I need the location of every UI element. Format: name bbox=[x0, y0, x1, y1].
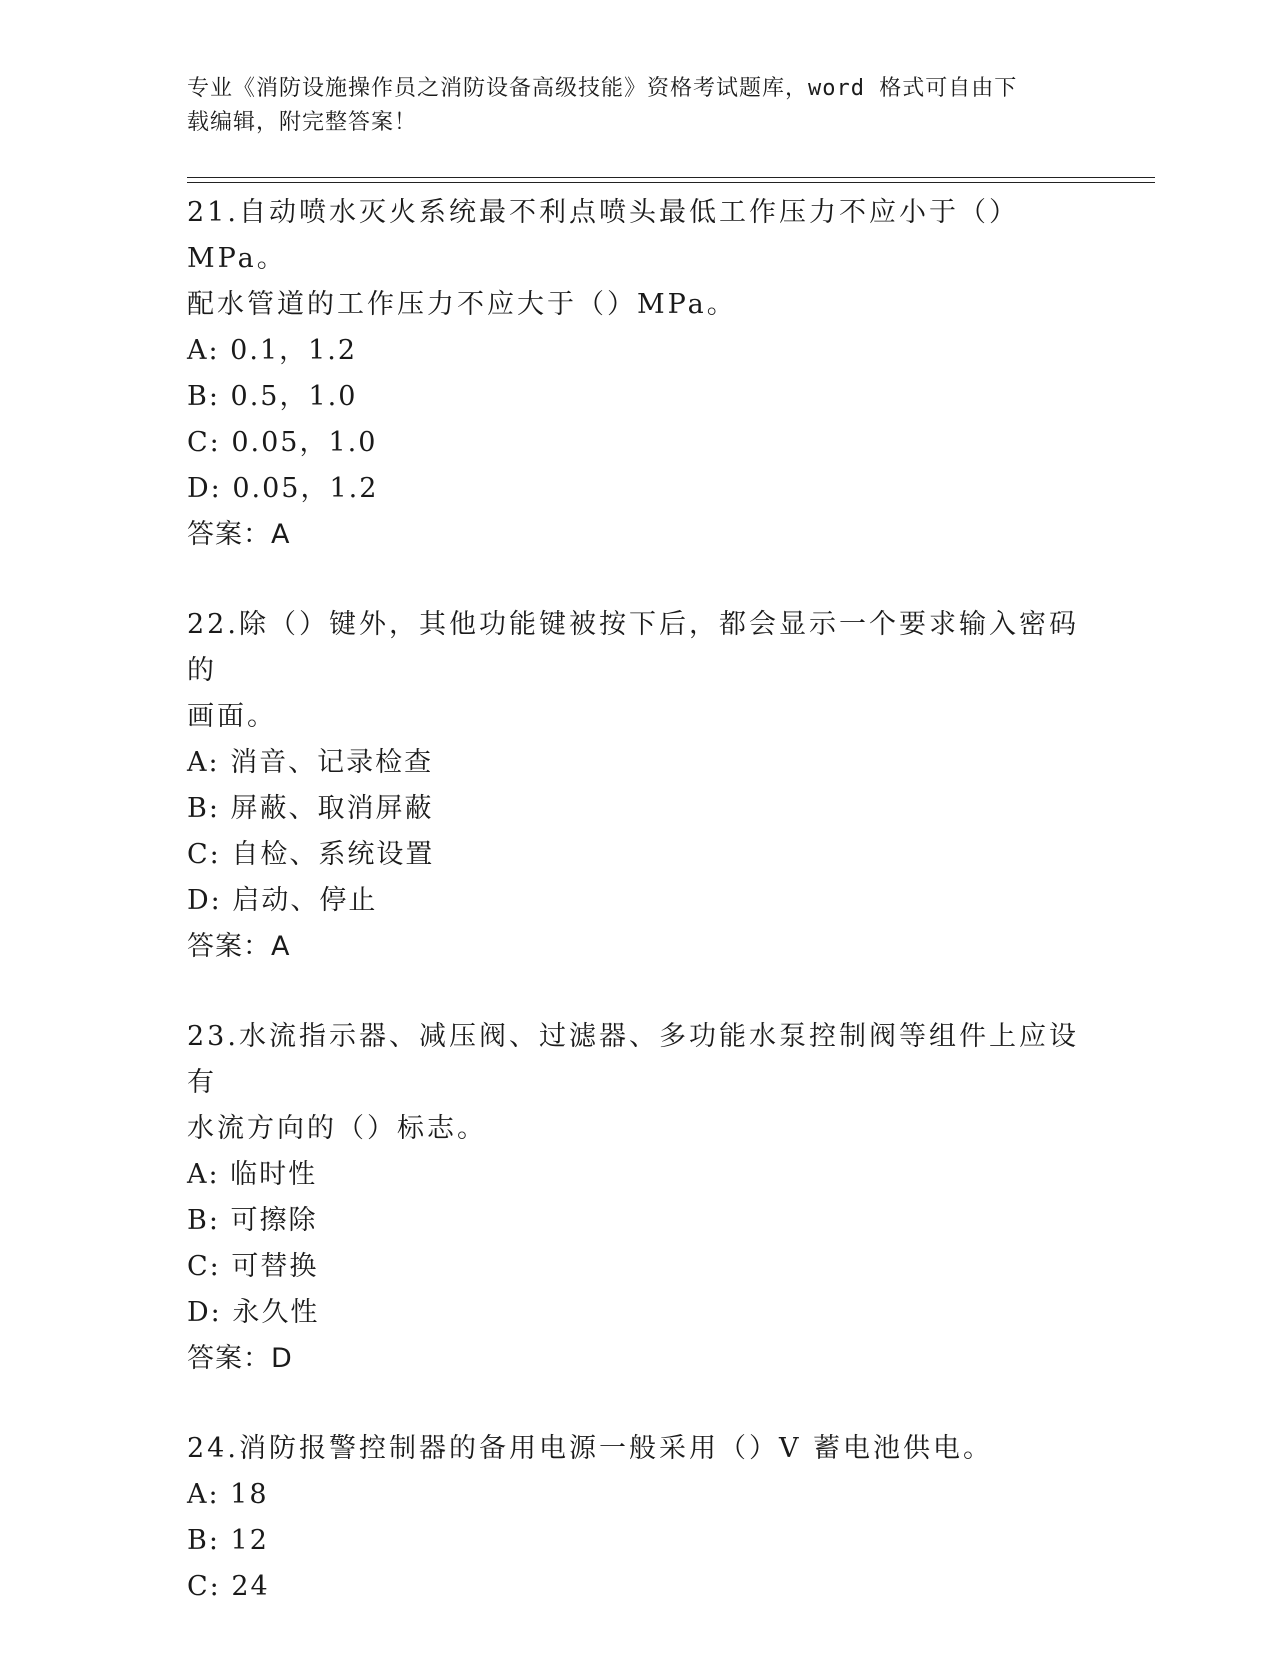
option-c: C: 自检、系统设置 bbox=[187, 839, 435, 870]
option-a: A: 消音、记录检查 bbox=[187, 747, 434, 778]
question-23 bbox=[187, 1014, 1087, 1382]
question-stem-line-1: 24.消防报警控制器的备用电源一般采用（）V 蓄电池供电。 bbox=[187, 1433, 994, 1464]
answer-line: 答案：D bbox=[187, 1343, 293, 1374]
option-c: C: 24 bbox=[187, 1571, 270, 1602]
option-c: C: 0.05，1.0 bbox=[187, 427, 378, 458]
question-stem-line-2: 配水管道的工作压力不应大于（）MPa。 bbox=[187, 289, 737, 320]
header-intro-line-1: 专业《消防设施操作员之消防设备高级技能》资格考试题库，word 格式可自由下 bbox=[187, 76, 1018, 101]
option-a: A: 0.1，1.2 bbox=[187, 335, 358, 366]
question-stem-line-1: 21.自动喷水灭火系统最不利点喷头最低工作压力不应小于（）MPa。 bbox=[187, 197, 1019, 274]
header-intro-line-2: 载编辑，附完整答案！ bbox=[187, 110, 418, 135]
option-b: B: 0.5，1.0 bbox=[187, 381, 358, 412]
question-stem-line-2: 水流方向的（）标志。 bbox=[187, 1113, 487, 1144]
question-list bbox=[187, 190, 1087, 1654]
question-stem-line-2: 画面。 bbox=[187, 701, 277, 732]
header-divider-top bbox=[187, 177, 1155, 178]
option-a: A: 临时性 bbox=[187, 1159, 318, 1190]
option-c: C: 可替换 bbox=[187, 1251, 319, 1282]
document-header bbox=[187, 72, 1087, 140]
question-21 bbox=[187, 190, 1087, 558]
answer-line: 答案：A bbox=[187, 519, 291, 550]
option-d: D: 永久性 bbox=[187, 1297, 320, 1328]
question-22 bbox=[187, 602, 1087, 970]
question-stem-line-1: 23.水流指示器、减压阀、过滤器、多功能水泵控制阀等组件上应设有 bbox=[187, 1021, 1079, 1098]
option-a: A: 18 bbox=[187, 1479, 269, 1510]
answer-line: 答案：A bbox=[187, 931, 291, 962]
option-b: B: 屏蔽、取消屏蔽 bbox=[187, 793, 434, 824]
question-24 bbox=[187, 1426, 1087, 1610]
option-d: D: 启动、停止 bbox=[187, 885, 378, 916]
option-d: D: 0.05，1.2 bbox=[187, 473, 379, 504]
option-b: B: 可擦除 bbox=[187, 1205, 318, 1236]
question-stem-line-1: 22.除（）键外，其他功能键被按下后，都会显示一个要求输入密码的 bbox=[187, 609, 1079, 686]
option-b: B: 12 bbox=[187, 1525, 269, 1556]
header-divider-bottom bbox=[187, 182, 1155, 183]
